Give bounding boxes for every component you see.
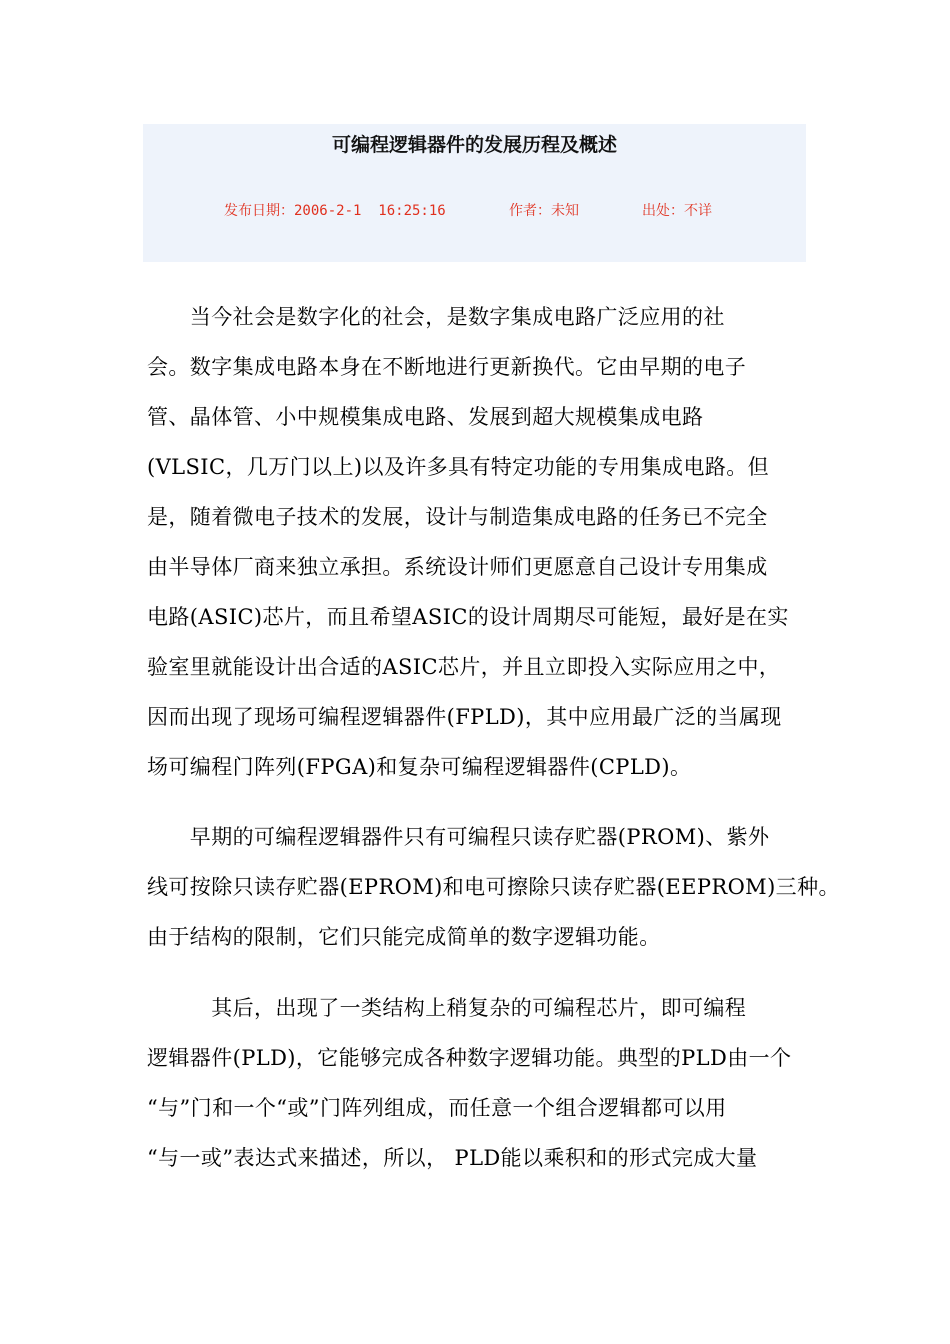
body-line: 当今社会是数字化的社会，是数字集成电路广泛应用的社 <box>147 305 725 329</box>
body-line: (VLSIC，几万门以上)以及许多具有特定功能的专用集成电路。但 <box>147 455 770 479</box>
author <box>509 202 579 220</box>
source <box>642 202 712 220</box>
article-title: 可编程逻辑器件的发展历程及概述 <box>331 134 617 156</box>
publish-date-label: 发布日期： <box>224 203 294 219</box>
body-line: 管、晶体管、小中规模集成电路、发展到超大规模集成电路 <box>147 405 704 429</box>
body-line: “与一或”表达式来描述，所以， PLD能以乘积和的形式完成大量 <box>147 1146 758 1170</box>
body-line: 会。数字集成电路本身在不断地进行更新换代。它由早期的电子 <box>147 355 747 379</box>
body-line: 验室里就能设计出合适的ASIC芯片，并且立即投入实际应用之中， <box>147 655 781 679</box>
body-line: 因而出现了现场可编程逻辑器件(FPLD)，其中应用最广泛的当属现 <box>147 705 782 729</box>
body-line: “与”门和一个“或”门阵列组成，而任意一个组合逻辑都可以用 <box>147 1096 727 1120</box>
body-line: 早期的可编程逻辑器件只有可编程只读存贮器(PROM)、紫外 <box>147 825 770 849</box>
body-line: 场可编程门阵列(FPGA)和复杂可编程逻辑器件(CPLD)。 <box>147 755 692 779</box>
publish-date <box>224 202 446 220</box>
body-line: 由半导体厂商来独立承担。系统设计师们更愿意自己设计专用集成 <box>147 555 768 579</box>
body-line: 电路(ASIC)芯片，而且希望ASIC的设计周期尽可能短，最好是在实 <box>147 605 789 629</box>
publish-date-value: 2006-2-1 16:25:16 <box>294 203 446 219</box>
body-line: 逻辑器件(PLD)，它能够完成各种数字逻辑功能。典型的PLD由一个 <box>147 1046 792 1070</box>
source-value: 不详 <box>684 203 712 219</box>
author-value: 未知 <box>551 203 579 219</box>
source-label: 出处： <box>642 203 684 219</box>
body-line: 线可按除只读存贮器(EPROM)和电可擦除只读存贮器(EEPROM)三种。 <box>147 875 840 899</box>
article-header <box>143 124 806 262</box>
body-line: 由于结构的限制，它们只能完成简单的数字逻辑功能。 <box>147 925 661 949</box>
body-line: 其后，出现了一类结构上稍复杂的可编程芯片，即可编程 <box>147 996 747 1020</box>
body-line: 是，随着微电子技术的发展，设计与制造集成电路的任务已不完全 <box>147 505 768 529</box>
author-label: 作者： <box>509 203 551 219</box>
